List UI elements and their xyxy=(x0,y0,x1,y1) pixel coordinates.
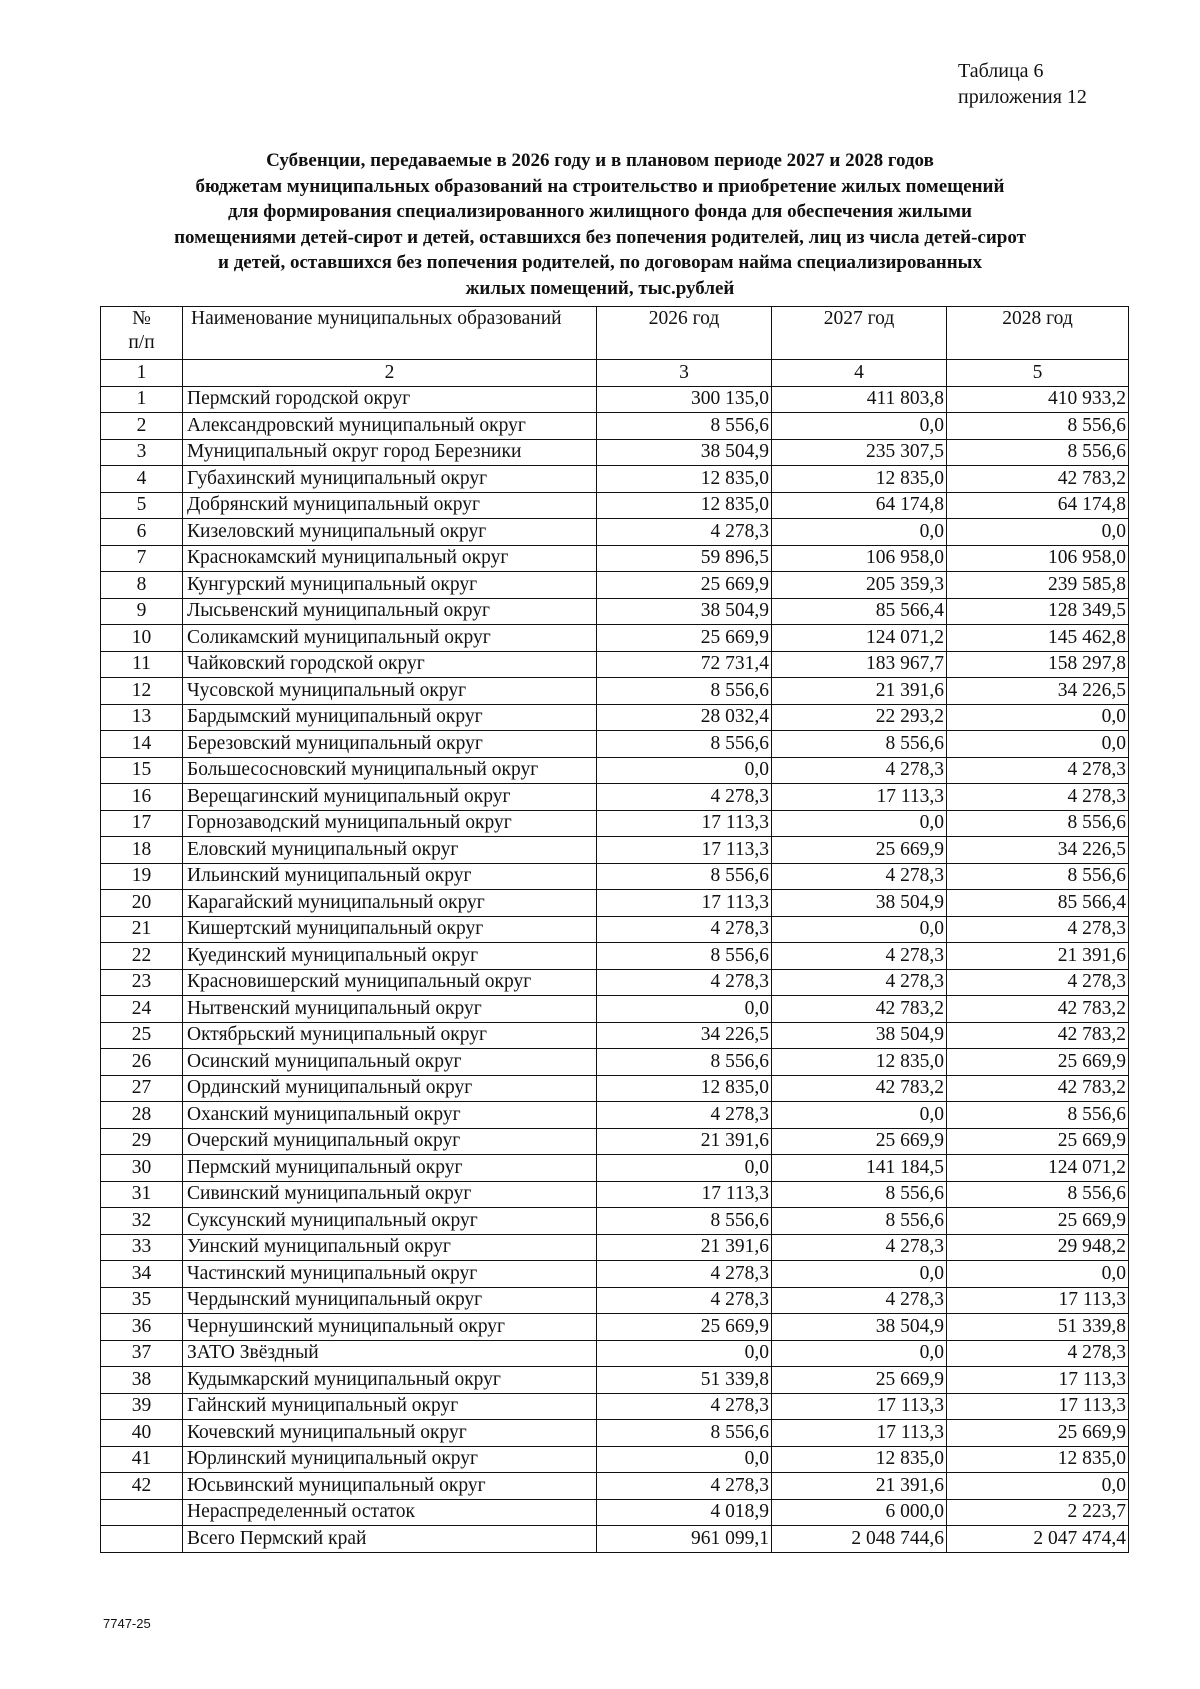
value-2026: 12 835,0 xyxy=(597,1075,772,1102)
row-number: 13 xyxy=(101,704,183,731)
value-2027: 8 556,6 xyxy=(772,731,947,758)
value-2027: 4 278,3 xyxy=(772,863,947,890)
municipality-name: Очерский муниципальный округ xyxy=(183,1128,597,1155)
value-2028: 8 556,6 xyxy=(947,810,1129,837)
row-number: 35 xyxy=(101,1287,183,1314)
table-row xyxy=(101,1473,1129,1500)
table-row xyxy=(101,1049,1129,1076)
table-row xyxy=(101,678,1129,705)
municipality-name: Карагайский муниципальный округ xyxy=(183,890,597,917)
table-row xyxy=(101,1499,1129,1526)
municipality-name: Лысьвенский муниципальный округ xyxy=(183,598,597,625)
document-title xyxy=(120,148,1080,301)
value-2027: 25 669,9 xyxy=(772,837,947,864)
value-2026: 8 556,6 xyxy=(597,1208,772,1235)
value-2027: 12 835,0 xyxy=(772,1049,947,1076)
value-2027: 183 967,7 xyxy=(772,651,947,678)
header-name: Наименование муниципальных образований xyxy=(183,307,597,360)
row-number: 40 xyxy=(101,1420,183,1447)
value-2028: 0,0 xyxy=(947,704,1129,731)
title-line: для формирования специализированного жилищного фонда для обеспечения жилыми xyxy=(227,201,973,222)
value-2026: 17 113,3 xyxy=(597,890,772,917)
value-2028: 4 278,3 xyxy=(947,916,1129,943)
municipality-name: Кочевский муниципальный округ xyxy=(183,1420,597,1447)
value-2028: 145 462,8 xyxy=(947,625,1129,652)
value-2026: 17 113,3 xyxy=(597,810,772,837)
row-number: 10 xyxy=(101,625,183,652)
row-number: 17 xyxy=(101,810,183,837)
municipality-name: Чердынский муниципальный округ xyxy=(183,1287,597,1314)
municipality-name: Суксунский муниципальный округ xyxy=(183,1208,597,1235)
row-number: 12 xyxy=(101,678,183,705)
value-2028: 42 783,2 xyxy=(947,1075,1129,1102)
value-2028: 4 278,3 xyxy=(947,757,1129,784)
value-2028: 29 948,2 xyxy=(947,1234,1129,1261)
table-row xyxy=(101,545,1129,572)
value-2028: 25 669,9 xyxy=(947,1049,1129,1076)
value-2026: 8 556,6 xyxy=(597,731,772,758)
municipality-name: Кунгурский муниципальный округ xyxy=(183,572,597,599)
row-number: 14 xyxy=(101,731,183,758)
municipality-name: Кудымкарский муниципальный округ xyxy=(183,1367,597,1394)
table-row xyxy=(101,625,1129,652)
value-2028: 128 349,5 xyxy=(947,598,1129,625)
table-row xyxy=(101,1526,1129,1553)
table-row xyxy=(101,413,1129,440)
table-row xyxy=(101,1155,1129,1182)
table-row xyxy=(101,439,1129,466)
value-2026: 4 278,3 xyxy=(597,784,772,811)
table-number: Таблица 6 xyxy=(958,60,1044,82)
value-2027: 12 835,0 xyxy=(772,466,947,493)
row-number: 1 xyxy=(101,386,183,413)
municipality-name: Чернушинский муниципальный округ xyxy=(183,1314,597,1341)
table-row xyxy=(101,784,1129,811)
value-2028: 17 113,3 xyxy=(947,1393,1129,1420)
table-row xyxy=(101,757,1129,784)
title-line: Субвенции, передаваемые в 2026 году и в плановом периоде 2027 и 2028 годов xyxy=(266,150,934,171)
row-number: 27 xyxy=(101,1075,183,1102)
row-number: 22 xyxy=(101,943,183,970)
table-row xyxy=(101,572,1129,599)
column-index: 5 xyxy=(947,360,1129,387)
value-2027: 4 278,3 xyxy=(772,969,947,996)
municipality-name: Краснокамский муниципальный округ xyxy=(183,545,597,572)
municipality-name: Александровский муниципальный округ xyxy=(183,413,597,440)
table-row xyxy=(101,1208,1129,1235)
table-row xyxy=(101,1393,1129,1420)
value-2027: 141 184,5 xyxy=(772,1155,947,1182)
appendix-number: приложения 12 xyxy=(958,86,1087,108)
row-number: 19 xyxy=(101,863,183,890)
value-2027: 85 566,4 xyxy=(772,598,947,625)
municipality-name: Оханский муниципальный округ xyxy=(183,1102,597,1129)
value-2027: 12 835,0 xyxy=(772,1446,947,1473)
value-2027: 25 669,9 xyxy=(772,1367,947,1394)
municipality-name: Еловский муниципальный округ xyxy=(183,837,597,864)
municipality-name: Октябрьский муниципальный округ xyxy=(183,1022,597,1049)
value-2028: 25 669,9 xyxy=(947,1208,1129,1235)
value-2026: 4 278,3 xyxy=(597,1261,772,1288)
value-2026: 59 896,5 xyxy=(597,545,772,572)
municipality-name: ЗАТО Звёздный xyxy=(183,1340,597,1367)
municipality-name: Добрянский муниципальный округ xyxy=(183,492,597,519)
municipality-name: Красновишерский муниципальный округ xyxy=(183,969,597,996)
value-2028: 0,0 xyxy=(947,519,1129,546)
table-row xyxy=(101,1287,1129,1314)
row-number: 37 xyxy=(101,1340,183,1367)
table-row xyxy=(101,837,1129,864)
municipality-name: Муниципальный округ город Березники xyxy=(183,439,597,466)
value-2027: 42 783,2 xyxy=(772,1075,947,1102)
value-2027: 411 803,8 xyxy=(772,386,947,413)
value-2026: 25 669,9 xyxy=(597,625,772,652)
value-2027: 21 391,6 xyxy=(772,678,947,705)
value-2027: 0,0 xyxy=(772,916,947,943)
table-row xyxy=(101,916,1129,943)
value-2026: 17 113,3 xyxy=(597,837,772,864)
table-row xyxy=(101,386,1129,413)
value-2027: 0,0 xyxy=(772,413,947,440)
value-2027: 124 071,2 xyxy=(772,625,947,652)
row-number: 2 xyxy=(101,413,183,440)
municipality-name: Нераспределенный остаток xyxy=(183,1499,597,1526)
table-row xyxy=(101,890,1129,917)
value-2028: 42 783,2 xyxy=(947,466,1129,493)
value-2028: 239 585,8 xyxy=(947,572,1129,599)
municipality-name: Осинский муниципальный округ xyxy=(183,1049,597,1076)
table-row xyxy=(101,1181,1129,1208)
value-2027: 0,0 xyxy=(772,810,947,837)
table-row xyxy=(101,969,1129,996)
municipality-name: Частинский муниципальный округ xyxy=(183,1261,597,1288)
table-row xyxy=(101,1446,1129,1473)
municipality-name: Пермский городской округ xyxy=(183,386,597,413)
row-number: 16 xyxy=(101,784,183,811)
column-index: 4 xyxy=(772,360,947,387)
table-row xyxy=(101,1102,1129,1129)
value-2028: 106 958,0 xyxy=(947,545,1129,572)
value-2027: 22 293,2 xyxy=(772,704,947,731)
table-row xyxy=(101,943,1129,970)
row-number: 3 xyxy=(101,439,183,466)
document-code: 7747-25 xyxy=(103,1616,151,1631)
table-row xyxy=(101,810,1129,837)
column-index: 3 xyxy=(597,360,772,387)
value-2026: 12 835,0 xyxy=(597,466,772,493)
row-number: 31 xyxy=(101,1181,183,1208)
value-2027: 38 504,9 xyxy=(772,1022,947,1049)
value-2028: 64 174,8 xyxy=(947,492,1129,519)
table-row xyxy=(101,1420,1129,1447)
value-2028: 0,0 xyxy=(947,1473,1129,1500)
value-2026: 0,0 xyxy=(597,1446,772,1473)
row-number: 23 xyxy=(101,969,183,996)
value-2028: 34 226,5 xyxy=(947,837,1129,864)
municipality-name: Горнозаводский муниципальный округ xyxy=(183,810,597,837)
header-2027: 2027 год xyxy=(772,307,947,360)
value-2027: 106 958,0 xyxy=(772,545,947,572)
row-number: 34 xyxy=(101,1261,183,1288)
table-row xyxy=(101,1340,1129,1367)
row-number: 39 xyxy=(101,1393,183,1420)
value-2027: 38 504,9 xyxy=(772,890,947,917)
value-2026: 300 135,0 xyxy=(597,386,772,413)
municipality-name: Юсьвинский муниципальный округ xyxy=(183,1473,597,1500)
municipality-name: Чусовской муниципальный округ xyxy=(183,678,597,705)
table-row xyxy=(101,492,1129,519)
value-2027: 64 174,8 xyxy=(772,492,947,519)
municipality-name: Гайнский муниципальный округ xyxy=(183,1393,597,1420)
value-2027: 4 278,3 xyxy=(772,1287,947,1314)
value-2026: 4 278,3 xyxy=(597,1287,772,1314)
value-2028: 8 556,6 xyxy=(947,413,1129,440)
row-number: 7 xyxy=(101,545,183,572)
value-2028: 2 223,7 xyxy=(947,1499,1129,1526)
value-2027: 0,0 xyxy=(772,519,947,546)
row-number: 20 xyxy=(101,890,183,917)
table-row xyxy=(101,519,1129,546)
row-number: 29 xyxy=(101,1128,183,1155)
value-2026: 8 556,6 xyxy=(597,863,772,890)
value-2026: 8 556,6 xyxy=(597,678,772,705)
value-2027: 4 278,3 xyxy=(772,1234,947,1261)
municipality-name: Соликамский муниципальный округ xyxy=(183,625,597,652)
value-2027: 25 669,9 xyxy=(772,1128,947,1155)
header-2026: 2026 год xyxy=(597,307,772,360)
row-number: 42 xyxy=(101,1473,183,1500)
table-row xyxy=(101,1075,1129,1102)
row-number: 11 xyxy=(101,651,183,678)
value-2028: 124 071,2 xyxy=(947,1155,1129,1182)
value-2027: 17 113,3 xyxy=(772,1420,947,1447)
municipality-name: Чайковский городской округ xyxy=(183,651,597,678)
value-2026: 72 731,4 xyxy=(597,651,772,678)
value-2027: 38 504,9 xyxy=(772,1314,947,1341)
row-number: 32 xyxy=(101,1208,183,1235)
value-2026: 4 278,3 xyxy=(597,1473,772,1500)
value-2028: 25 669,9 xyxy=(947,1420,1129,1447)
value-2028: 8 556,6 xyxy=(947,439,1129,466)
table-row xyxy=(101,1367,1129,1394)
municipality-name: Березовский муниципальный округ xyxy=(183,731,597,758)
value-2026: 28 032,4 xyxy=(597,704,772,731)
municipality-name: Пермский муниципальный округ xyxy=(183,1155,597,1182)
value-2027: 42 783,2 xyxy=(772,996,947,1023)
header-row xyxy=(101,307,1129,360)
value-2028: 158 297,8 xyxy=(947,651,1129,678)
value-2028: 2 047 474,4 xyxy=(947,1526,1129,1553)
value-2026: 34 226,5 xyxy=(597,1022,772,1049)
value-2026: 8 556,6 xyxy=(597,943,772,970)
row-number: 21 xyxy=(101,916,183,943)
municipality-name: Верещагинский муниципальный округ xyxy=(183,784,597,811)
table-row xyxy=(101,1022,1129,1049)
table-row xyxy=(101,1234,1129,1261)
value-2027: 21 391,6 xyxy=(772,1473,947,1500)
value-2026: 8 556,6 xyxy=(597,1049,772,1076)
value-2028: 8 556,6 xyxy=(947,863,1129,890)
value-2026: 38 504,9 xyxy=(597,439,772,466)
value-2028: 4 278,3 xyxy=(947,969,1129,996)
value-2028: 8 556,6 xyxy=(947,1181,1129,1208)
value-2026: 961 099,1 xyxy=(597,1526,772,1553)
row-number xyxy=(101,1499,183,1526)
title-line: жилых помещений, тыс.рублей xyxy=(465,277,735,299)
table-row xyxy=(101,1128,1129,1155)
table-row xyxy=(101,1261,1129,1288)
value-2027: 8 556,6 xyxy=(772,1208,947,1235)
row-number xyxy=(101,1526,183,1553)
row-number: 18 xyxy=(101,837,183,864)
value-2026: 0,0 xyxy=(597,996,772,1023)
row-number: 26 xyxy=(101,1049,183,1076)
value-2028: 21 391,6 xyxy=(947,943,1129,970)
value-2027: 205 359,3 xyxy=(772,572,947,599)
value-2027: 235 307,5 xyxy=(772,439,947,466)
value-2026: 8 556,6 xyxy=(597,413,772,440)
municipality-name: Ординский муниципальный округ xyxy=(183,1075,597,1102)
title-line: бюджетам муниципальных образований на строительство и приобретение жилых помещений xyxy=(195,175,1005,197)
table-row xyxy=(101,651,1129,678)
row-number: 8 xyxy=(101,572,183,599)
row-number: 6 xyxy=(101,519,183,546)
row-number: 9 xyxy=(101,598,183,625)
column-index: 2 xyxy=(183,360,597,387)
municipality-name: Губахинский муниципальный округ xyxy=(183,466,597,493)
value-2028: 0,0 xyxy=(947,731,1129,758)
value-2026: 38 504,9 xyxy=(597,598,772,625)
municipality-name: Кизеловский муниципальный округ xyxy=(183,519,597,546)
municipality-name: Всего Пермский край xyxy=(183,1526,597,1553)
table-row xyxy=(101,863,1129,890)
table-row xyxy=(101,996,1129,1023)
header-2028: 2028 год xyxy=(947,307,1129,360)
value-2026: 0,0 xyxy=(597,1155,772,1182)
row-number: 36 xyxy=(101,1314,183,1341)
value-2027: 17 113,3 xyxy=(772,784,947,811)
municipality-name: Уинский муниципальный округ xyxy=(183,1234,597,1261)
value-2028: 34 226,5 xyxy=(947,678,1129,705)
title-line: помещениями детей-сирот и детей, оставшихся без попечения родителей, лиц из числа детей-сирот xyxy=(174,226,1026,248)
table-row xyxy=(101,598,1129,625)
table-row xyxy=(101,466,1129,493)
municipality-name: Куединский муниципальный округ xyxy=(183,943,597,970)
value-2027: 8 556,6 xyxy=(772,1181,947,1208)
value-2028: 17 113,3 xyxy=(947,1367,1129,1394)
header-number: № п/п xyxy=(101,307,183,360)
value-2028: 51 339,8 xyxy=(947,1314,1129,1341)
municipality-name: Нытвенский муниципальный округ xyxy=(183,996,597,1023)
value-2028: 42 783,2 xyxy=(947,1022,1129,1049)
value-2026: 4 278,3 xyxy=(597,916,772,943)
value-2027: 0,0 xyxy=(772,1102,947,1129)
value-2027: 4 278,3 xyxy=(772,757,947,784)
row-number: 33 xyxy=(101,1234,183,1261)
value-2028: 4 278,3 xyxy=(947,784,1129,811)
row-number: 41 xyxy=(101,1446,183,1473)
row-number: 28 xyxy=(101,1102,183,1129)
municipality-name: Бардымский муниципальный округ xyxy=(183,704,597,731)
value-2027: 4 278,3 xyxy=(772,943,947,970)
table-body xyxy=(101,386,1129,1552)
value-2026: 17 113,3 xyxy=(597,1181,772,1208)
row-number: 4 xyxy=(101,466,183,493)
table-row xyxy=(101,1314,1129,1341)
table-row xyxy=(101,704,1129,731)
value-2027: 0,0 xyxy=(772,1261,947,1288)
municipality-name: Сивинский муниципальный округ xyxy=(183,1181,597,1208)
title-line: и детей, оставшихся без попечения родителей, по договорам найма специализированных xyxy=(218,252,982,273)
row-number: 24 xyxy=(101,996,183,1023)
value-2026: 4 278,3 xyxy=(597,969,772,996)
value-2028: 8 556,6 xyxy=(947,1102,1129,1129)
value-2027: 2 048 744,6 xyxy=(772,1526,947,1553)
value-2026: 51 339,8 xyxy=(597,1367,772,1394)
value-2027: 17 113,3 xyxy=(772,1393,947,1420)
row-number: 38 xyxy=(101,1367,183,1394)
value-2028: 0,0 xyxy=(947,1261,1129,1288)
table-row xyxy=(101,731,1129,758)
value-2028: 25 669,9 xyxy=(947,1128,1129,1155)
row-number: 30 xyxy=(101,1155,183,1182)
column-index: 1 xyxy=(101,360,183,387)
row-number: 15 xyxy=(101,757,183,784)
value-2026: 0,0 xyxy=(597,757,772,784)
row-number: 25 xyxy=(101,1022,183,1049)
value-2026: 4 278,3 xyxy=(597,519,772,546)
column-index-row xyxy=(101,360,1129,387)
value-2026: 4 018,9 xyxy=(597,1499,772,1526)
value-2028: 410 933,2 xyxy=(947,386,1129,413)
municipality-name: Ильинский муниципальный округ xyxy=(183,863,597,890)
subventions-table xyxy=(100,306,1129,1553)
value-2026: 21 391,6 xyxy=(597,1128,772,1155)
municipality-name: Кишертский муниципальный округ xyxy=(183,916,597,943)
value-2028: 4 278,3 xyxy=(947,1340,1129,1367)
municipality-name: Большесосновский муниципальный округ xyxy=(183,757,597,784)
table-reference xyxy=(958,58,1087,110)
value-2028: 42 783,2 xyxy=(947,996,1129,1023)
row-number: 5 xyxy=(101,492,183,519)
value-2026: 25 669,9 xyxy=(597,1314,772,1341)
value-2026: 0,0 xyxy=(597,1340,772,1367)
value-2026: 25 669,9 xyxy=(597,572,772,599)
value-2028: 12 835,0 xyxy=(947,1446,1129,1473)
value-2026: 8 556,6 xyxy=(597,1420,772,1447)
value-2026: 4 278,3 xyxy=(597,1393,772,1420)
value-2026: 4 278,3 xyxy=(597,1102,772,1129)
value-2026: 21 391,6 xyxy=(597,1234,772,1261)
municipality-name: Юрлинский муниципальный округ xyxy=(183,1446,597,1473)
value-2027: 6 000,0 xyxy=(772,1499,947,1526)
value-2026: 12 835,0 xyxy=(597,492,772,519)
value-2028: 85 566,4 xyxy=(947,890,1129,917)
value-2028: 17 113,3 xyxy=(947,1287,1129,1314)
value-2027: 0,0 xyxy=(772,1340,947,1367)
